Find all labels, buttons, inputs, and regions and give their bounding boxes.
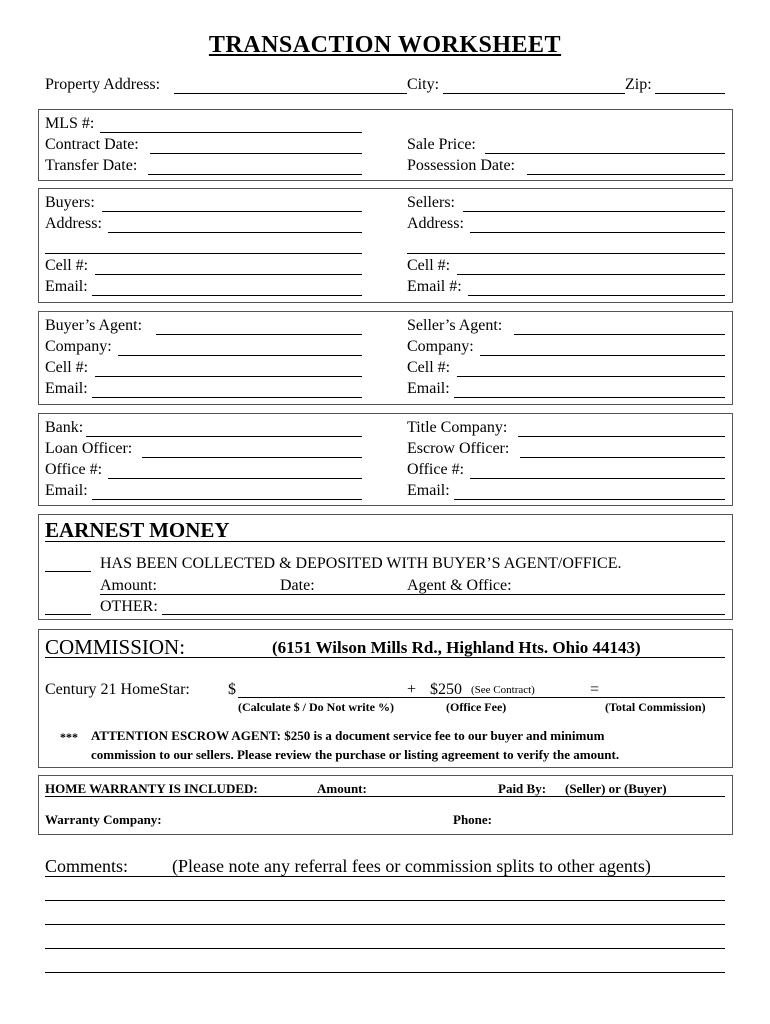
commission-amount-field[interactable] [238, 697, 403, 698]
earnest-details-field[interactable] [100, 594, 725, 595]
seller-address-field[interactable] [470, 232, 725, 233]
comments-note: (Please note any referral fees or commission splits to other agents) [172, 856, 651, 876]
possession-date-field[interactable] [527, 174, 725, 175]
escrow-office-field[interactable] [470, 478, 725, 479]
buyer-address-label: Address: [45, 215, 102, 232]
comments-line-3[interactable] [45, 924, 725, 925]
sale-price-field[interactable] [485, 153, 725, 154]
equals-sign: = [590, 681, 600, 698]
sellers-label: Sellers: [407, 194, 455, 211]
possession-date-label: Possession Date: [407, 157, 515, 174]
mls-label: MLS #: [45, 115, 95, 132]
dollar-sign: $ [228, 681, 236, 698]
buyers-label: Buyers: [45, 194, 95, 211]
calculate-note: (Calculate $ / Do Not write %) [238, 700, 394, 714]
buyers-field[interactable] [102, 211, 362, 212]
earnest-other-check[interactable] [45, 614, 91, 615]
listing-section [38, 109, 733, 181]
seller-agent-cell-label: Cell #: [407, 359, 451, 376]
seller-cell-label: Cell #: [407, 257, 451, 274]
earnest-date-label: Date: [280, 577, 315, 594]
warranty-included-label: HOME WARRANTY IS INCLUDED: [45, 781, 258, 796]
lending-section [38, 413, 733, 506]
agents-section [38, 311, 733, 405]
seller-address-label: Address: [407, 215, 464, 232]
warranty-row-line[interactable] [45, 796, 725, 797]
seller-email-label: Email #: [407, 278, 462, 295]
contract-date-field[interactable] [150, 153, 362, 154]
buyer-company-field[interactable] [118, 355, 362, 356]
buyer-agent-cell-field[interactable] [95, 376, 362, 377]
loan-officer-field[interactable] [142, 457, 362, 458]
buyer-cell-field[interactable] [95, 274, 362, 275]
seller-company-field[interactable] [480, 355, 725, 356]
see-contract-note: (See Contract) [471, 684, 535, 696]
warranty-phone-label: Phone: [453, 812, 492, 827]
escrow-email-label: Email: [407, 482, 450, 499]
sale-price-label: Sale Price: [407, 136, 476, 153]
seller-agent-email-label: Email: [407, 380, 450, 397]
earnest-other-field[interactable] [162, 614, 725, 615]
total-commission-note: (Total Commission) [605, 700, 706, 714]
commission-heading: COMMISSION: [45, 635, 186, 659]
attention-stars: *** [60, 730, 78, 744]
sellers-field[interactable] [463, 211, 725, 212]
loan-email-label: Email: [45, 482, 88, 499]
transfer-date-field[interactable] [148, 174, 362, 175]
buyer-agent-field[interactable] [156, 334, 362, 335]
zip-label: Zip: [625, 76, 652, 93]
buyer-email-field[interactable] [92, 295, 362, 296]
warranty-amount-label: Amount: [317, 781, 367, 796]
plus-sign: + [407, 681, 417, 698]
transfer-date-label: Transfer Date: [45, 157, 138, 174]
earnest-heading-rule [45, 541, 725, 542]
seller-email-field[interactable] [468, 295, 725, 296]
zip-field[interactable] [655, 93, 725, 94]
parties-section [38, 188, 733, 303]
escrow-email-field[interactable] [454, 499, 725, 500]
comments-line-1[interactable] [45, 876, 725, 877]
buyer-agent-email-label: Email: [45, 380, 88, 397]
property-address-label: Property Address: [45, 76, 161, 93]
buyer-cell-label: Cell #: [45, 257, 89, 274]
loan-office-field[interactable] [108, 478, 362, 479]
seller-company-label: Company: [407, 338, 474, 355]
century21-label: Century 21 HomeStar: [45, 681, 190, 698]
comments-label: Comments: [45, 856, 129, 876]
property-address-field[interactable] [174, 93, 407, 94]
seller-agent-cell-field[interactable] [457, 376, 725, 377]
warranty-company-label: Warranty Company: [45, 812, 162, 827]
commission-address: (6151 Wilson Mills Rd., Highland Hts. Ohio 44143) [272, 638, 641, 657]
bank-label: Bank: [45, 419, 84, 436]
escrow-officer-field[interactable] [520, 457, 725, 458]
loan-office-label: Office #: [45, 461, 103, 478]
attention-line-2: commission to our sellers. Please review the purchase or listing agreement to verify the amount. [91, 747, 620, 762]
city-label: City: [407, 76, 440, 93]
buyer-address-field[interactable] [108, 232, 362, 233]
warranty-paid-by-options[interactable]: (Seller) or (Buyer) [565, 781, 667, 796]
loan-officer-label: Loan Officer: [45, 440, 133, 457]
page-title: TRANSACTION WORKSHEET [208, 32, 562, 58]
attention-line-1: ATTENTION ESCROW AGENT: $250 is a document service fee to our buyer and minimum [91, 728, 605, 743]
title-company-field[interactable] [518, 436, 725, 437]
buyer-address-field-2[interactable] [45, 253, 362, 254]
earnest-money-heading: EARNEST MONEY [45, 518, 230, 542]
buyer-agent-email-field[interactable] [92, 397, 362, 398]
seller-agent-label: Seller’s Agent: [407, 317, 503, 334]
escrow-office-label: Office #: [407, 461, 465, 478]
office-fee-note: (Office Fee) [446, 700, 507, 714]
bank-field[interactable] [86, 436, 362, 437]
buyer-agent-cell-label: Cell #: [45, 359, 89, 376]
comments-line-2[interactable] [45, 900, 725, 901]
title-company-label: Title Company: [407, 419, 508, 436]
loan-email-field[interactable] [92, 499, 362, 500]
earnest-collected-text: HAS BEEN COLLECTED & DEPOSITED WITH BUYER’S AGENT/OFFICE. [100, 555, 622, 572]
escrow-officer-label: Escrow Officer: [407, 440, 510, 457]
buyer-agent-label: Buyer’s Agent: [45, 317, 143, 334]
earnest-amount-label: Amount: [100, 577, 157, 594]
office-fee-amount: $250 [430, 681, 462, 698]
earnest-collected-check[interactable] [45, 571, 91, 572]
contract-date-label: Contract Date: [45, 136, 139, 153]
seller-cell-field[interactable] [457, 274, 725, 275]
buyer-company-label: Company: [45, 338, 112, 355]
comments-line-5[interactable] [45, 972, 725, 973]
city-field[interactable] [443, 93, 625, 94]
warranty-paid-by-label: Paid By: [498, 781, 547, 796]
seller-agent-email-field[interactable] [454, 397, 725, 398]
earnest-agent-office-label: Agent & Office: [407, 577, 512, 594]
buyer-email-label: Email: [45, 278, 88, 295]
seller-agent-field[interactable] [514, 334, 725, 335]
mls-field[interactable] [100, 132, 362, 133]
comments-line-4[interactable] [45, 948, 725, 949]
seller-address-field-2[interactable] [407, 253, 725, 254]
commission-heading-rule [45, 657, 725, 658]
earnest-other-label: OTHER: [100, 598, 158, 615]
